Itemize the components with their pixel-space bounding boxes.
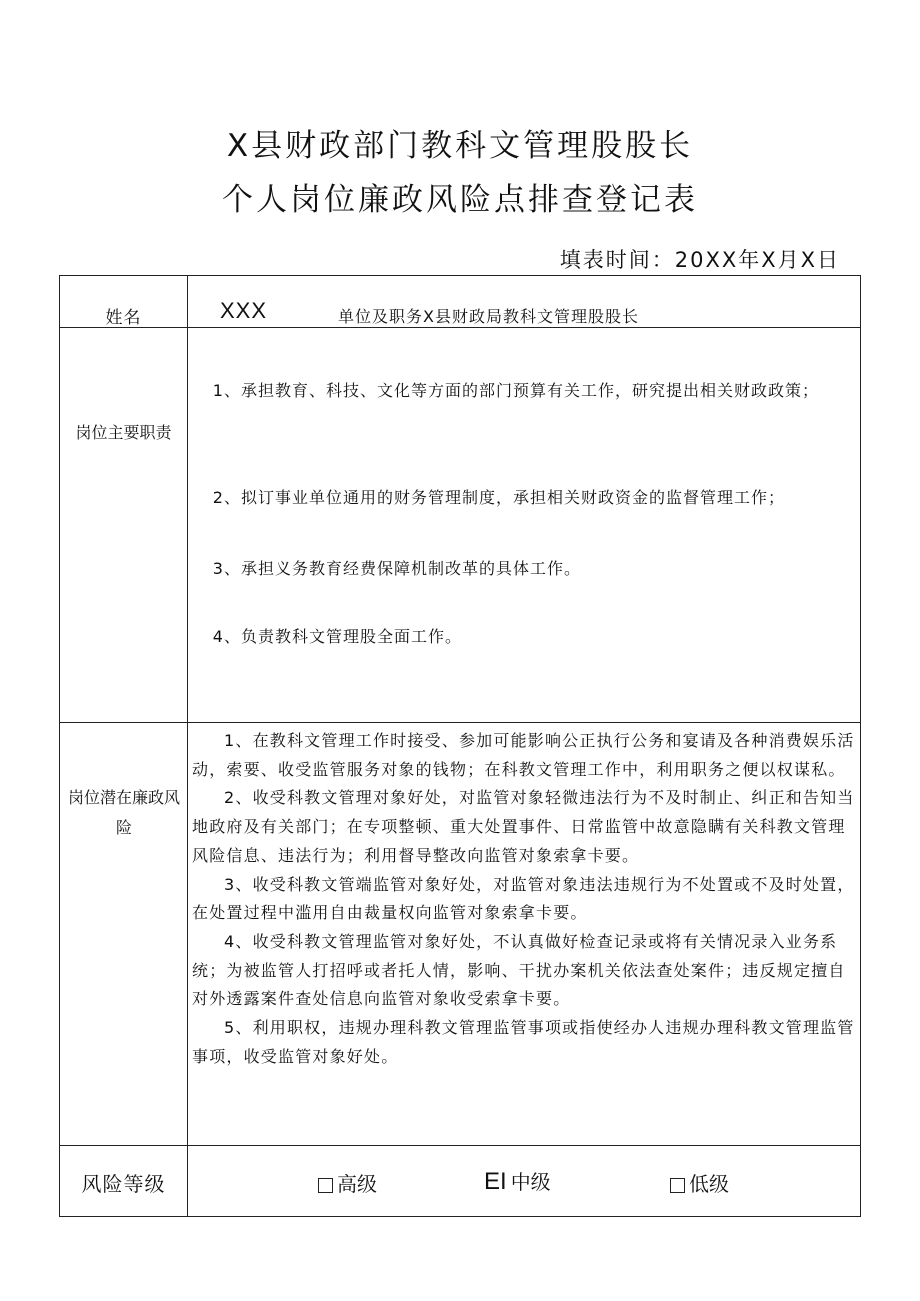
table-divider	[59, 722, 861, 723]
table-border-top	[59, 275, 861, 276]
duty-item: 4、负责教科文管理股全面工作。	[212, 627, 462, 646]
risk-level-low-text: 低级	[689, 1172, 729, 1196]
checkbox-medium-mark[interactable]: EI	[484, 1168, 507, 1195]
duty-item: 3、承担义务教育经费保障机制改革的具体工作。	[212, 559, 581, 578]
risk-level-medium[interactable]	[484, 1166, 551, 1196]
table-divider	[59, 1145, 861, 1146]
risks-label: 岗位潜在廉政风险	[67, 788, 180, 837]
checkbox-low[interactable]	[670, 1178, 685, 1193]
duty-item: 2、拟订事业单位通用的财务管理制度，承担相关财政资金的监督管理工作；	[212, 488, 785, 507]
risk-item: 2、收受科教文管理对象好处，对监管对象轻微违法行为不及时制止、纠正和告知当地政府及有关部门；在专项整顿、重大处置事件、日常监管中故意隐瞒有关科教文管理风险信息、违法行为；利用督导整改向监管对象索拿卡要。	[192, 788, 855, 865]
risk-item: 5、利用职权，违规办理科教文管理监管事项或指使经办人违规办理科教文管理监管事项，收受监管对象好处。	[192, 1018, 855, 1066]
table-border-left	[59, 275, 60, 1217]
checkbox-high[interactable]	[318, 1178, 333, 1193]
table-column-divider	[187, 275, 188, 1217]
table-border-bottom	[59, 1216, 861, 1217]
risk-level-high[interactable]	[318, 1168, 377, 1197]
document-title-line1: X县财政部门教科文管理股股长	[226, 128, 694, 164]
document-title-line2: 个人岗位廉政风险点排查登记表	[222, 182, 698, 218]
name-value: XXX	[220, 298, 268, 323]
name-label: 姓名	[105, 308, 142, 328]
position-label: 单位及职务	[338, 307, 424, 326]
risk-level-medium-text: 中级	[510, 1170, 551, 1194]
position-field	[338, 304, 639, 327]
risk-level-label: 风险等级	[81, 1172, 166, 1196]
fill-date-value: 20XX年X月X日	[674, 248, 840, 272]
fill-date	[560, 244, 840, 274]
risk-item: 3、收受科教文管端监管对象好处，对监管对象违法违规行为不处置或不及时处置，在处置过程中滥用自由裁量权向监管对象索拿卡要。	[192, 874, 855, 923]
position-value: X县财政局教科文管理股股长	[423, 307, 639, 326]
table-border-right	[860, 275, 861, 1217]
risk-list	[192, 727, 857, 1071]
duty-item: 1、承担教育、科技、文化等方面的部门预算有关工作，研究提出相关财政政策；	[212, 381, 819, 400]
duties-label: 岗位主要职责	[75, 423, 172, 442]
risk-level-high-text: 高级	[337, 1172, 377, 1196]
risk-item: 4、收受科教文管理监管对象好处，不认真做好检查记录或将有关情况录入业务系统；为被监管人打招呼或者托人情，影响、干扰办案机关依法查处案件；违反规定擅自对外透露案件查处信息向监管对象收受索拿卡要。	[192, 931, 846, 1009]
risk-item: 1、在教科文管理工作时接受、参加可能影响公正执行公务和宴请及各种消费娱乐活动，索要、收受监管服务对象的钱物；在科教文管理工作中，利用职务之便以权谋私。	[192, 731, 855, 779]
risk-level-low[interactable]	[670, 1168, 729, 1197]
fill-date-label: 填表时间：	[559, 248, 675, 272]
